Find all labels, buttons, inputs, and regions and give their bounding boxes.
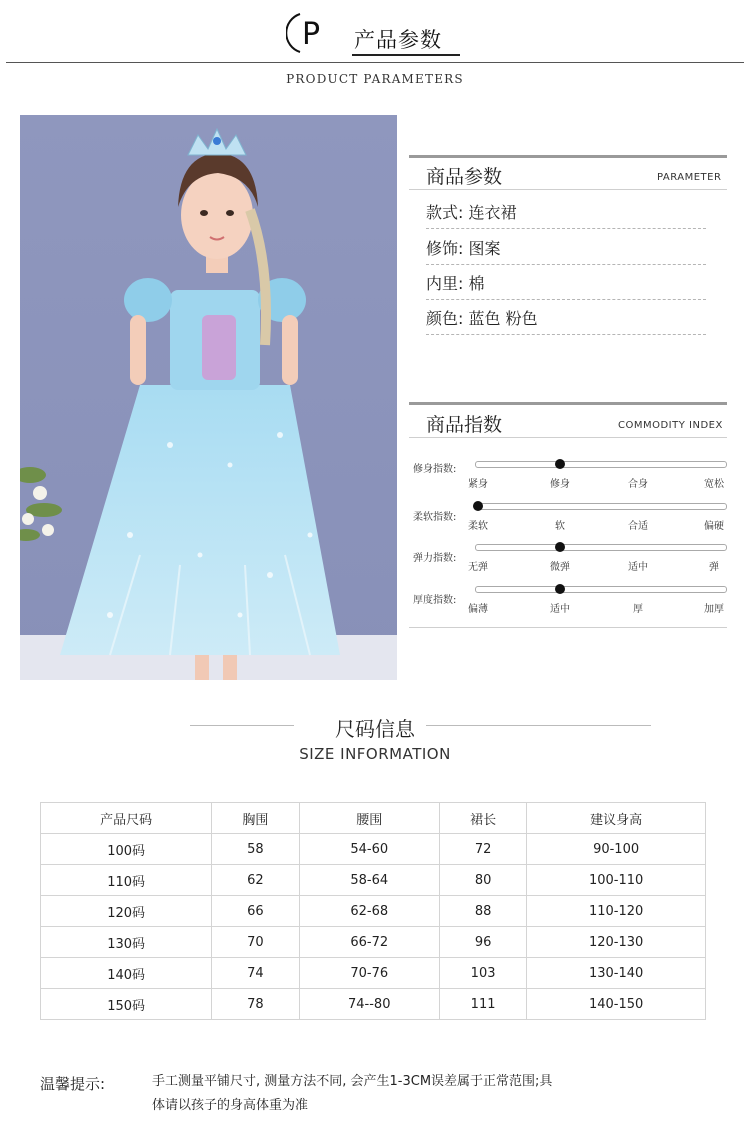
parameter-panel-topbar [409,155,727,158]
size-table-cell: 80 [439,865,526,896]
size-table-cell: 54-60 [299,834,439,865]
index-label: 柔软指数: [413,512,457,523]
size-table-cell: 88 [439,896,526,927]
size-table-cell: 90-100 [527,834,706,865]
size-table-cell: 70 [212,927,299,958]
index-panel-topbar [409,402,727,405]
index-tick-label: 无弹 [468,562,488,573]
size-table-cell: 66-72 [299,927,439,958]
index-tick-label: 偏硬 [704,521,724,532]
size-table-header-cell: 建议身高 [527,803,706,834]
size-table-cell: 120-130 [527,927,706,958]
param-decoration: 修饰: 图案 [426,234,706,265]
index-scale-marker [555,584,565,594]
size-table-cell: 100码 [41,834,212,865]
size-table-cell: 72 [439,834,526,865]
page-title: 产品参数 [354,28,442,52]
index-tick-label: 微弹 [550,562,570,573]
product-photo [20,115,397,680]
size-table-cell: 140-150 [527,989,706,1020]
index-panel-bottom [409,627,727,628]
size-table [40,802,706,1020]
index-tick-label: 柔软 [468,521,488,532]
index-tick-label: 弹 [709,562,719,573]
index-tick-label: 合适 [628,521,648,532]
tip-text [152,1070,672,1118]
size-section-subtitle: SIZE INFORMATION [299,745,451,763]
index-tick-label: 加厚 [704,604,724,615]
size-table-cell: 58-64 [299,865,439,896]
index-scale-track [475,586,727,593]
size-table-cell: 130-140 [527,958,706,989]
index-label: 弹力指数: [413,553,457,564]
size-table-cell: 150码 [41,989,212,1020]
size-table-cell: 70-76 [299,958,439,989]
parameter-panel-title-en: PARAMETER [657,172,722,183]
size-table-cell: 58 [212,834,299,865]
size-table-cell: 96 [439,927,526,958]
index-tick-label: 紧身 [468,479,488,490]
title-underline [352,54,460,56]
size-table-cell: 62-68 [299,896,439,927]
index-scale-track [475,503,727,510]
brand-logo [286,10,328,56]
param-lining: 内里: 棉 [426,269,706,300]
size-table-cell: 100-110 [527,865,706,896]
index-tick-label: 软 [555,521,565,532]
index-tick-label: 适中 [628,562,648,573]
index-label: 修身指数: [413,464,457,475]
size-table-row [41,865,706,896]
size-table-cell: 111 [439,989,526,1020]
tip-line-2: 体请以孩子的身高体重为准 [152,1098,309,1113]
size-table-header-row [41,803,706,834]
size-table-cell: 110码 [41,865,212,896]
parameter-panel-divider [409,189,727,190]
size-section-title: 尺码信息 [335,717,415,741]
index-panel-title: 商品指数 [426,414,503,436]
index-tick-label: 适中 [550,604,570,615]
index-scale-marker [555,459,565,469]
size-table-row [41,989,706,1020]
size-table-header-cell: 胸围 [212,803,299,834]
tip-label: 温馨提示: [40,1075,106,1093]
index-tick-label: 修身 [550,479,570,490]
index-scale-track [475,461,727,468]
size-table-row [41,958,706,989]
parameter-panel-title: 商品参数 [426,166,503,188]
size-table-cell: 62 [212,865,299,896]
size-table-header-cell: 产品尺码 [41,803,212,834]
index-tick-label: 合身 [628,479,648,490]
size-table-cell: 78 [212,989,299,1020]
logo-letter: P [302,17,321,52]
header-divider [6,62,744,63]
size-table-cell: 66 [212,896,299,927]
tip-line-1: 手工测量平铺尺寸, 测量方法不同, 会产生1-3CM误差属于正常范围;具 [152,1074,553,1089]
index-tick-label: 偏薄 [468,604,488,615]
size-table-cell: 103 [439,958,526,989]
index-tick-label: 宽松 [704,479,724,490]
size-table-cell: 74--80 [299,989,439,1020]
size-table-cell: 110-120 [527,896,706,927]
size-table-row [41,834,706,865]
page-subtitle: PRODUCT PARAMETERS [286,72,464,86]
param-color: 颜色: 蓝色 粉色 [426,304,706,335]
index-scale-track [475,544,727,551]
index-label: 厚度指数: [413,595,457,606]
size-table-cell: 140码 [41,958,212,989]
index-scale-marker [473,501,483,511]
size-table-cell: 120码 [41,896,212,927]
index-scale-marker [555,542,565,552]
index-panel-divider [409,437,727,438]
index-panel-title-en: COMMODITY INDEX [618,420,723,431]
size-table-cell: 74 [212,958,299,989]
index-tick-label: 厚 [633,604,643,615]
size-table-row [41,927,706,958]
size-table-row [41,896,706,927]
size-table-cell: 130码 [41,927,212,958]
size-table-header-cell: 腰围 [299,803,439,834]
param-style: 款式: 连衣裙 [426,198,706,229]
size-table-header-cell: 裙长 [439,803,526,834]
